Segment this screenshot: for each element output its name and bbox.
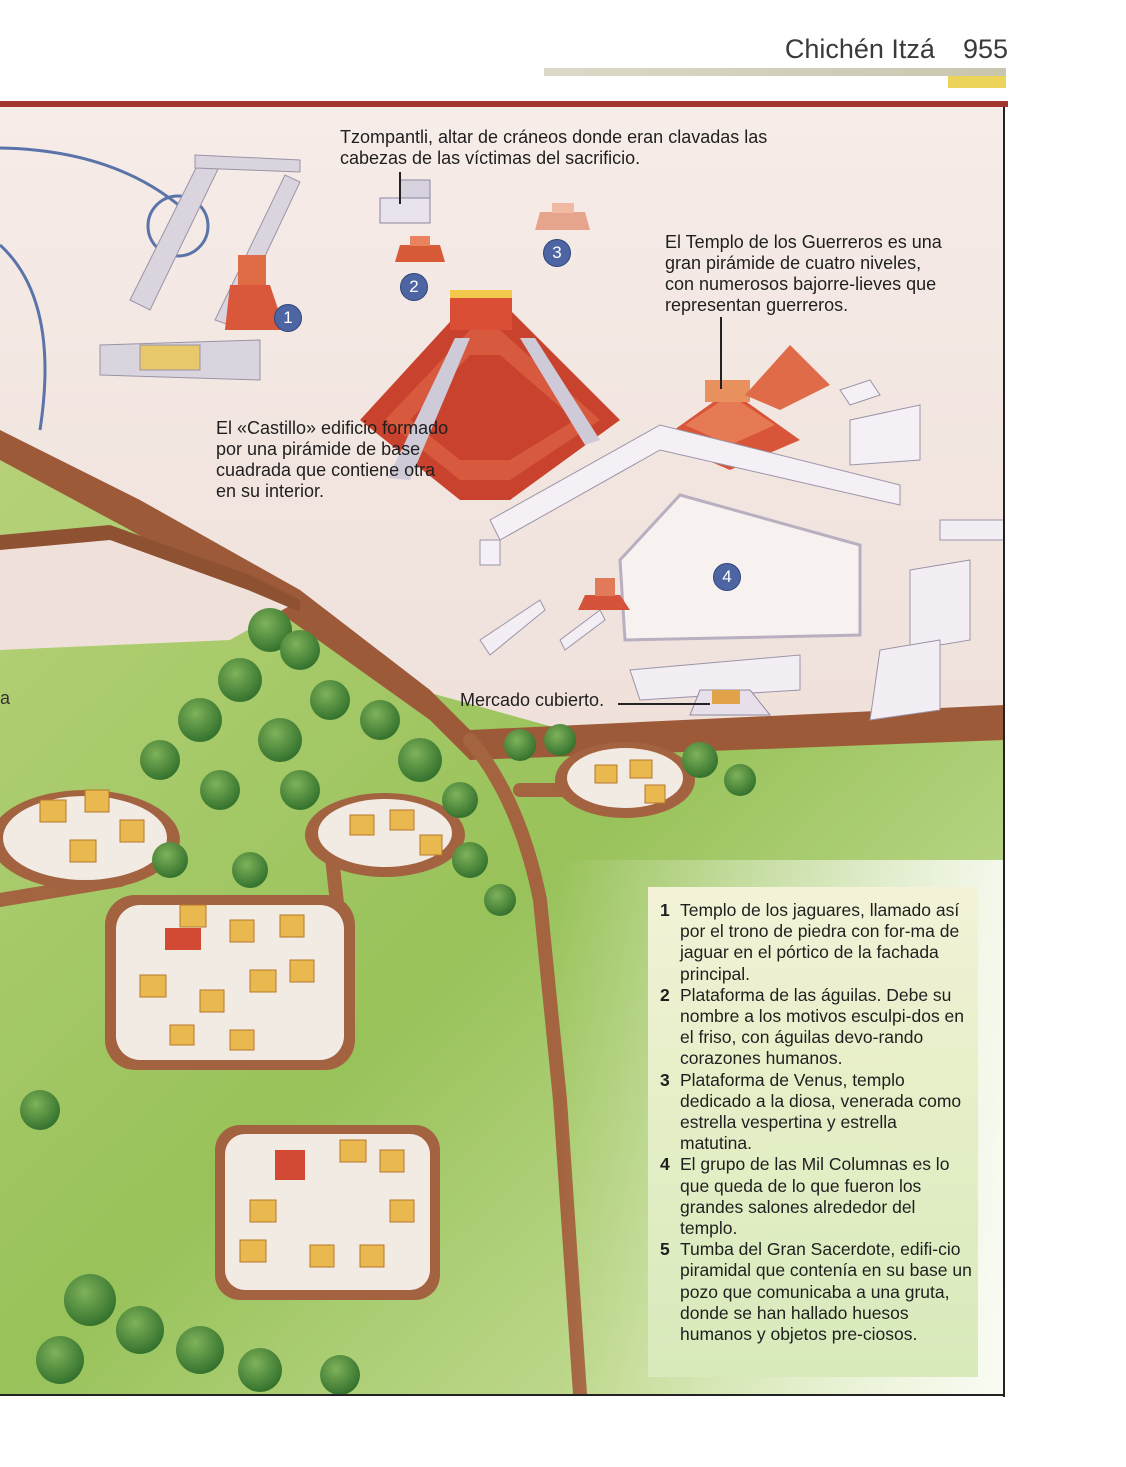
leader-mercado: [618, 703, 710, 705]
caption-mercado: Mercado cubierto.: [460, 690, 605, 710]
marker-2: 2: [400, 273, 428, 301]
legend-item: [660, 985, 972, 1070]
legend-box: [648, 887, 978, 1377]
header-accent-bar: [948, 76, 1006, 88]
header-decorative-bar: [544, 68, 1006, 76]
marker-1: 1: [274, 304, 302, 332]
legend-number: 4: [660, 1154, 670, 1175]
frame-right-border: [1003, 107, 1005, 1397]
page-number: 955: [962, 34, 1008, 64]
leader-tzompantli: [399, 172, 401, 204]
legend-text: El grupo de las Mil Columnas es lo que queda de lo que fueron los grandes salones alrededor del templo.: [680, 1154, 950, 1239]
legend-number: 1: [660, 900, 670, 920]
leader-temple-warriors: [720, 317, 722, 389]
legend-number: 3: [660, 1069, 670, 1090]
marker-3: 3: [543, 239, 571, 267]
legend-text: Plataforma de las águilas. Debe su nombre a los motivos esculpi-dos en el friso, con águilas devo-rando corazones humanos.: [680, 984, 965, 1069]
legend-item: [660, 900, 972, 985]
legend-item: [660, 1070, 972, 1155]
legend-number: 5: [660, 1239, 670, 1260]
page-header: [785, 34, 1008, 65]
legend-list: [660, 900, 972, 1345]
marker-4: 4: [713, 563, 741, 591]
legend-text: Plataforma de Venus, templo dedicado a la diosa, venerada como estrella vespertina y estrella matutina.: [680, 1069, 962, 1154]
header-title: Chichén Itzá: [784, 34, 935, 64]
legend-item: [660, 1154, 972, 1239]
legend-text: Templo de los jaguares, llamado así por el trono de piedra con for-ma de jaguar en el pórtico de la fachada principal.: [680, 900, 960, 984]
edge-glyph: a: [0, 688, 11, 708]
legend-number: 2: [660, 984, 670, 1005]
village-3: [555, 742, 695, 818]
legend-item: [660, 1239, 972, 1345]
caption-temple-warriors: El Templo de los Guerreros es una gran pirámide de cuatro niveles, con numerosos bajorre-lieves que representan guerreros.: [665, 232, 942, 315]
caption-tzompantli: Tzompantli, altar de cráneos donde eran clavadas las cabezas de las víctimas del sacrificio.: [340, 127, 768, 168]
legend-text: Tumba del Gran Sacerdote, edifi-cio piramidal que contenía en su base un pozo que comunicaba a una gruta, donde se han hallado huesos humanos y objetos pre-ciosos.: [680, 1239, 972, 1345]
caption-castillo: El «Castillo» edificio formado por una pirámide de base cuadrada que contiene otra en su interior.: [216, 418, 449, 501]
frame-bottom-border: [0, 1394, 1005, 1396]
